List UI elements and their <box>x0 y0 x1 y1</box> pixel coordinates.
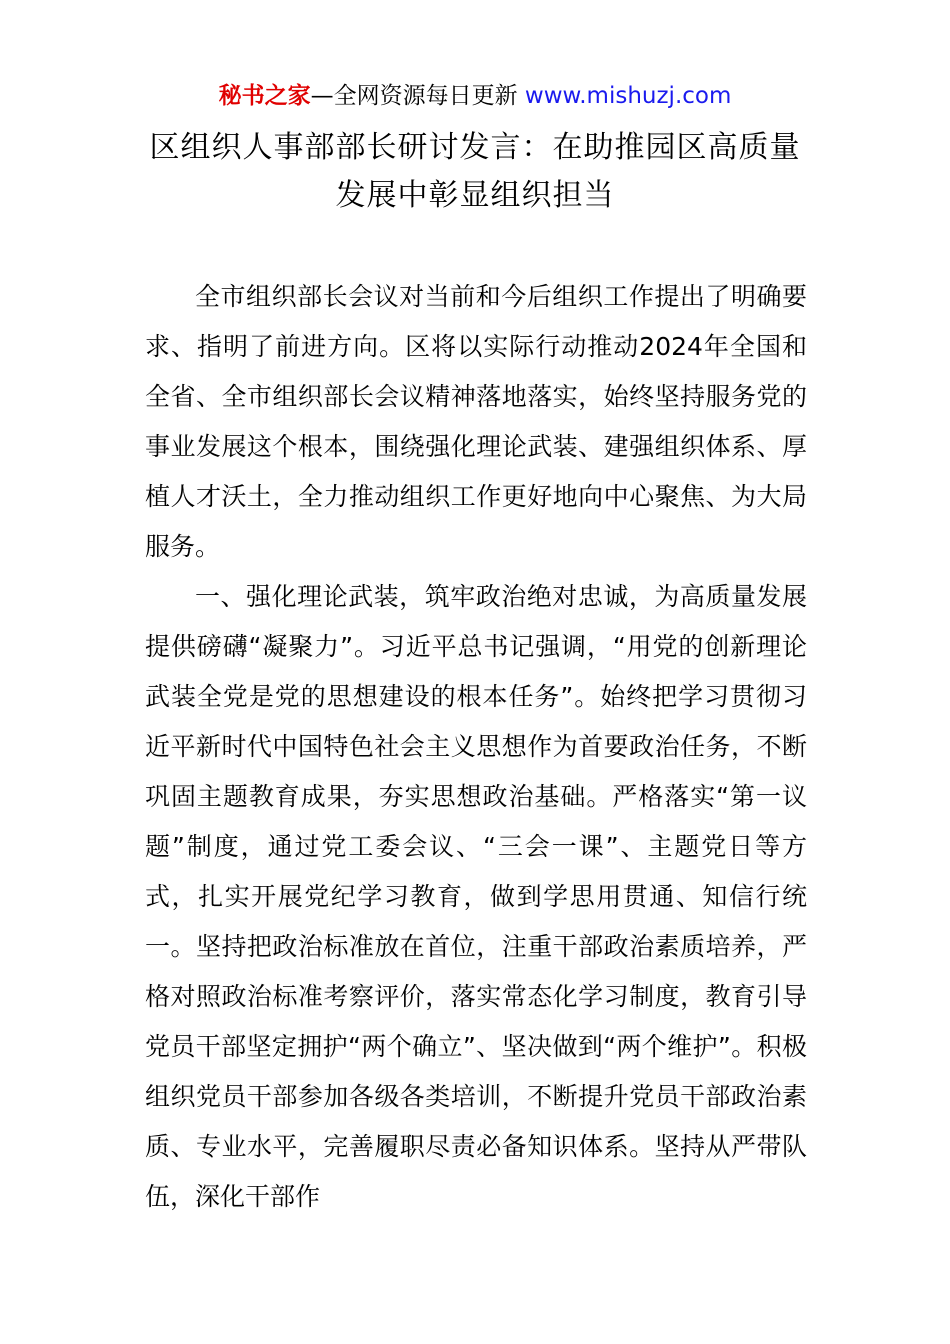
paragraph-intro: 全市组织部长会议对当前和今后组织工作提出了明确要求、指明了前进方向。区将以实际行动推动2024年全国和全省、全市组织部长会议精神落地落实，始终坚持服务党的事业发展这个根本，围绕强化理论武装、建强组织体系、厚植人才沃土，全力推动组织工作更好地向中心聚焦、为大局服务。 <box>145 282 807 561</box>
site-header <box>0 80 950 112</box>
site-tagline: —全网资源每日更新 <box>310 83 525 109</box>
site-url-link[interactable]: www.mishuzj.com <box>524 83 732 109</box>
document-title: 区组织人事部部长研讨发言：在助推园区高质量发展中彰显组织担当 <box>149 130 801 213</box>
paragraph-section-one: 一、强化理论武装，筑牢政治绝对忠诚，为高质量发展提供磅礴“凝聚力”。习近平总书记强调，“用党的创新理论武装全党是党的思想建设的根本任务”。始终把学习贯彻习近平新时代中国特色社会主义思想作为首要政治任务，不断巩固主题教育成果，夯实思想政治基础。严格落实“第一议题”制度，通过党工委会议、“三会一课”、主题党日等方式，扎实开展党纪学习教育，做到学思用贯通、知信行统一。坚持把政治标准放在首位，注重干部政治素质培养，严格对照政治标准考察评价，落实常态化学习制度，教育引导党员干部坚定拥护“两个确立”、坚决做到“两个维护”。积极组织党员干部参加各级各类培训，不断提升党员干部政治素质、专业水平，完善履职尽责必备知识体系。坚持从严带队伍，深化干部作 <box>145 582 807 1211</box>
site-name: 秘书之家 <box>218 83 311 109</box>
document-body <box>145 272 807 1222</box>
